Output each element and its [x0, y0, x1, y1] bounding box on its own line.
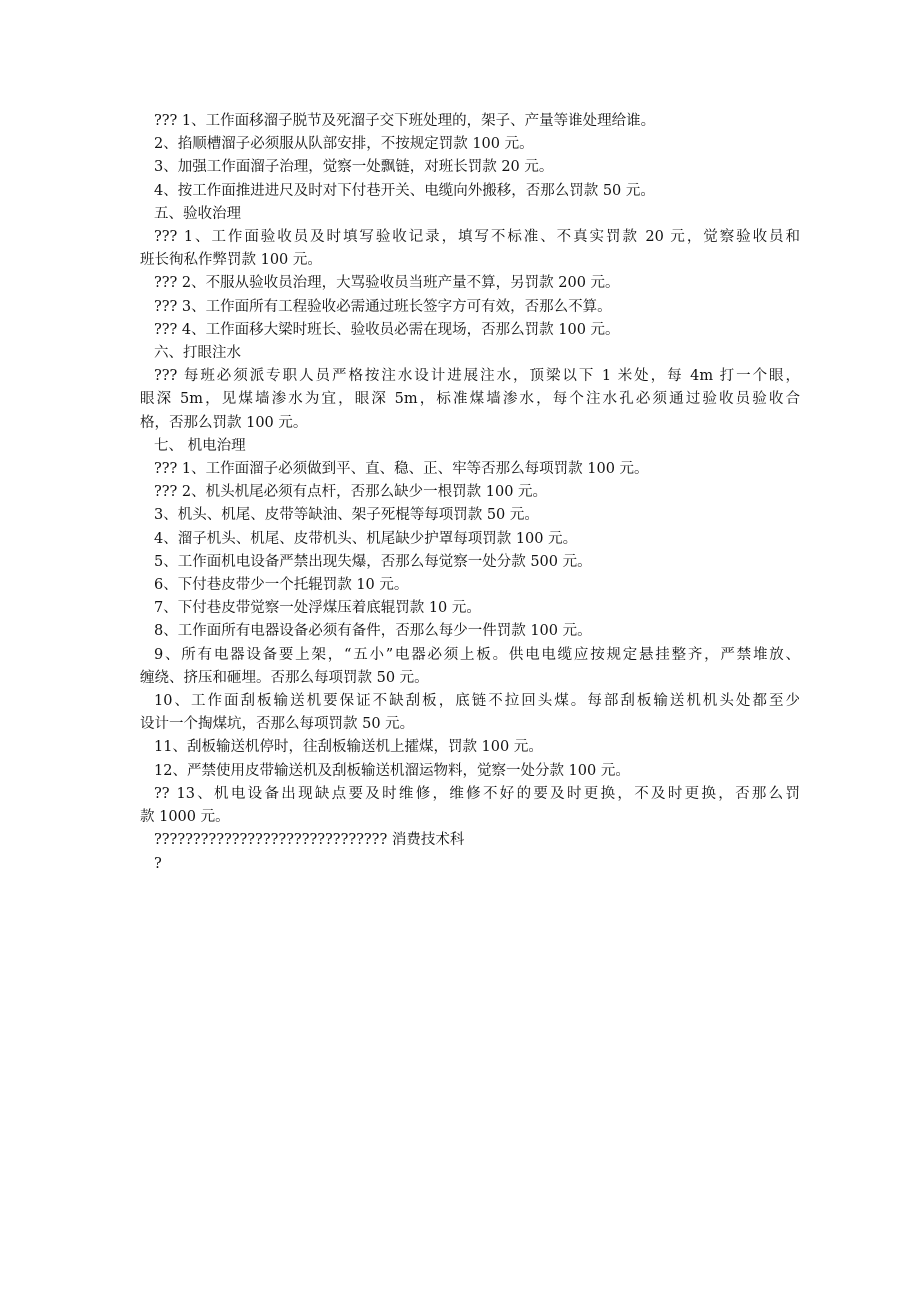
text-line: 7、下付巷皮带觉察一处浮煤压着底辊罚款 10 元。: [154, 600, 481, 617]
text-line: 10、工作面刮板输送机要保证不缺刮板，底链不拉回头煤。每部刮板输送机机头处都至少: [154, 693, 800, 710]
text-line: ??? 3、工作面所有工程验收必需通过班长签字方可有效，否那么不算。: [154, 298, 612, 315]
text-line: ??? 1、工作面验收员及时填写验收记录，填写不标准、不真实罚款 20 元，觉察验收员和: [154, 229, 800, 246]
text-line: ??? 1、工作面溜子必须做到平、直、稳、正、牢等否那么每项罚款 100 元。: [154, 461, 649, 478]
text-line: ?: [154, 855, 162, 872]
text-line: 4、溜子机头、机尾、皮带机头、机尾缺少护罩每项罚款 100 元。: [154, 530, 578, 547]
text-line: 六、打眼注水: [154, 345, 241, 362]
text-line: 设计一个掏煤坑，否那么每项罚款 50 元。: [140, 716, 415, 733]
text-line: ?????????????????????????????? 消费技术科: [154, 832, 465, 849]
text-line: 七、 机电治理: [154, 437, 246, 454]
text-line: ?? 13、机电设备出现缺点要及时维修，维修不好的要及时更换，不及时更换，否那么罚: [154, 785, 800, 802]
text-line: 缠绕、挤压和砸埋。否那么每项罚款 50 元。: [140, 669, 429, 686]
text-line: 12、严禁使用皮带输送机及刮板输送机溜运物料，觉察一处分款 100 元。: [154, 762, 630, 779]
text-line: 格，否那么罚款 100 元。: [140, 414, 308, 431]
text-line: 五、验收治理: [154, 205, 241, 222]
document-body: [140, 110, 800, 876]
text-line: 8、工作面所有电器设备必须有备件，否那么每少一件罚款 100 元。: [154, 623, 592, 640]
text-line: ??? 每班必须派专职人员严格按注水设计进展注水，顶梁以下 1 米处，每 4m 打一个眼，: [154, 368, 800, 385]
text-line: ??? 2、不服从验收员治理，大骂验收员当班产量不算，另罚款 200 元。: [154, 275, 620, 292]
text-line: 3、机头、机尾、皮带等缺油、架子死棍等每项罚款 50 元。: [154, 507, 539, 524]
text-line: 班长徇私作弊罚款 100 元。: [140, 252, 322, 269]
text-line: ??? 2、机头机尾必须有点杆，否那么缺少一根罚款 100 元。: [154, 484, 548, 501]
text-line: ??? 4、工作面移大梁时班长、验收员必需在现场，否那么罚款 100 元。: [154, 321, 620, 338]
text-line: 4、按工作面推进进尺及时对下付巷开关、电缆向外搬移，否那么罚款 50 元。: [154, 182, 655, 199]
text-line: 9、所有电器设备要上架，“五小”电器必须上板。供电电缆应按规定悬挂整齐，严禁堆放、: [154, 646, 800, 663]
text-line: 眼深 5m，见煤墙渗水为宜，眼深 5m，标准煤墙渗水，每个注水孔必须通过验收员验收合: [140, 391, 800, 408]
text-line: 2、掐顺槽溜子必须服从队部安排，不按规定罚款 100 元。: [154, 136, 534, 153]
text-line: 11、刮板输送机停时，往刮板输送机上攉煤，罚款 100 元。: [154, 739, 543, 756]
text-line: 款 1000 元。: [140, 809, 230, 826]
text-line: 5、工作面机电设备严禁出现失爆，否那么每觉察一处分款 500 元。: [154, 553, 592, 570]
text-line: ??? 1、工作面移溜子脱节及死溜子交下班处理的，架子、产量等谁处理给谁。: [154, 113, 656, 129]
text-line: 6、下付巷皮带少一个托辊罚款 10 元。: [154, 577, 409, 594]
text-line: 3、加强工作面溜子治理，觉察一处飘链，对班长罚款 20 元。: [154, 159, 554, 176]
